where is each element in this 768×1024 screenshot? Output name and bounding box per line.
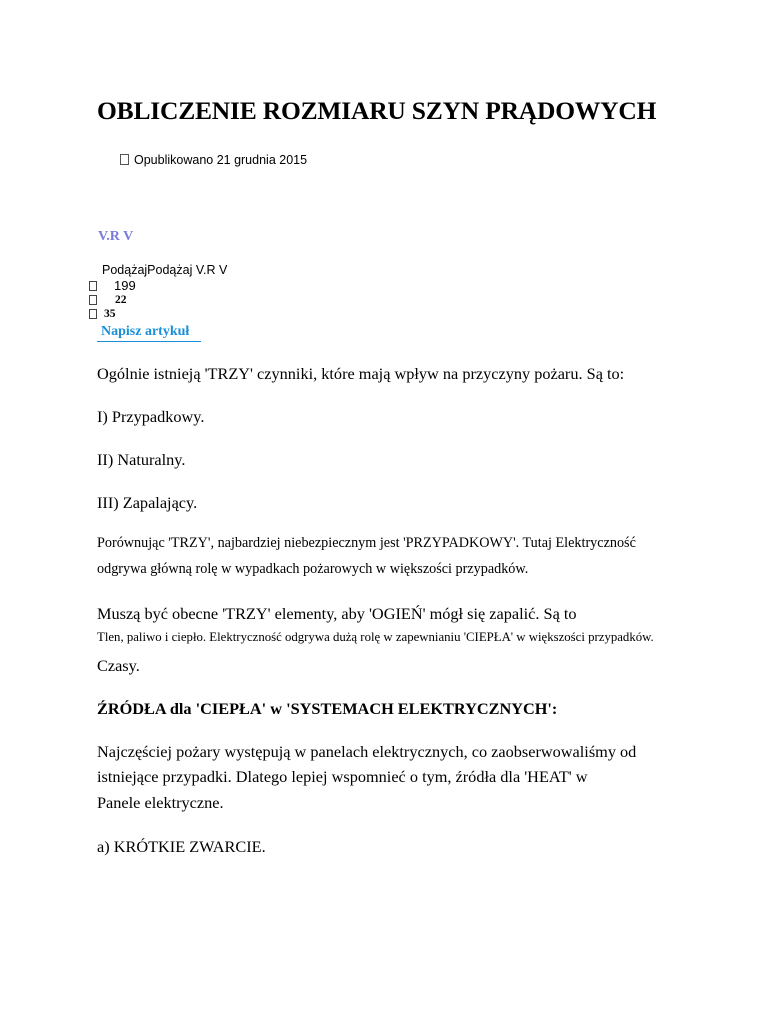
paragraph-must-line2: Tlen, paliwo i ciepło. Elektryczność odgrywa dużą rolę w zapewnianiu 'CIEPŁA' w większości przypadków. — [97, 630, 654, 644]
list-item-1: I) Przypadkowy. — [97, 407, 205, 426]
paragraph-panel-line2: istniejące przypadki. Dlatego lepiej wspomnieć o tym, źródła dla 'HEAT' w — [97, 767, 588, 786]
list-item-2: II) Naturalny. — [97, 450, 186, 469]
comment-icon — [89, 309, 97, 319]
paragraph-must-line3: Czasy. — [97, 656, 140, 675]
publish-date: Opublikowano 21 grudnia 2015 — [134, 153, 308, 167]
paragraph-compare-line1: Porównując 'TRZY', najbardziej niebezpiecznym jest 'PRZYPADKOWY'. Tutaj Elektryczność — [97, 535, 636, 551]
follow-button[interactable]: PodążajPodążaj V.R V — [102, 263, 228, 277]
paragraph-panel-line3: Panele elektryczne. — [97, 793, 224, 812]
paragraph-intro: Ogólnie istnieją 'TRZY' czynniki, które mają wpływ na przyczyny pożaru. Są to: — [97, 364, 625, 383]
list-item-short-circuit: a) KRÓTKIE ZWARCIE. — [97, 837, 266, 856]
publish-info — [120, 153, 307, 167]
section-heading: ŹRÓDŁA dla 'CIEPŁA' w 'SYSTEMACH ELEKTRYCZNYCH': — [97, 699, 558, 718]
likes-count: 22 — [115, 294, 127, 306]
write-article-link[interactable]: Napisz artykuł — [97, 324, 201, 342]
like-icon — [89, 295, 97, 305]
paragraph-compare-line2: odgrywa główną rolę w wypadkach pożarowych w większości przypadków. — [97, 561, 529, 577]
views-stat — [89, 278, 136, 293]
likes-stat[interactable] — [89, 294, 127, 306]
article-title: OBLICZENIE ROZMIARU SZYN PRĄDOWYCH — [97, 96, 657, 125]
views-count: 199 — [114, 278, 136, 293]
paragraph-must-line1: Muszą być obecne 'TRZY' elementy, aby 'OGIEŃ' mógł się zapalić. Są to — [97, 604, 577, 623]
views-icon — [89, 281, 97, 291]
author-name[interactable]: V.R V — [98, 229, 134, 244]
paragraph-panel-line1: Najczęściej pożary występują w panelach elektrycznych, co zaobserwowaliśmy od — [97, 742, 637, 761]
comments-stat[interactable] — [89, 308, 116, 320]
calendar-icon — [120, 154, 129, 165]
comments-count: 35 — [104, 308, 116, 320]
list-item-3: III) Zapalający. — [97, 493, 198, 512]
